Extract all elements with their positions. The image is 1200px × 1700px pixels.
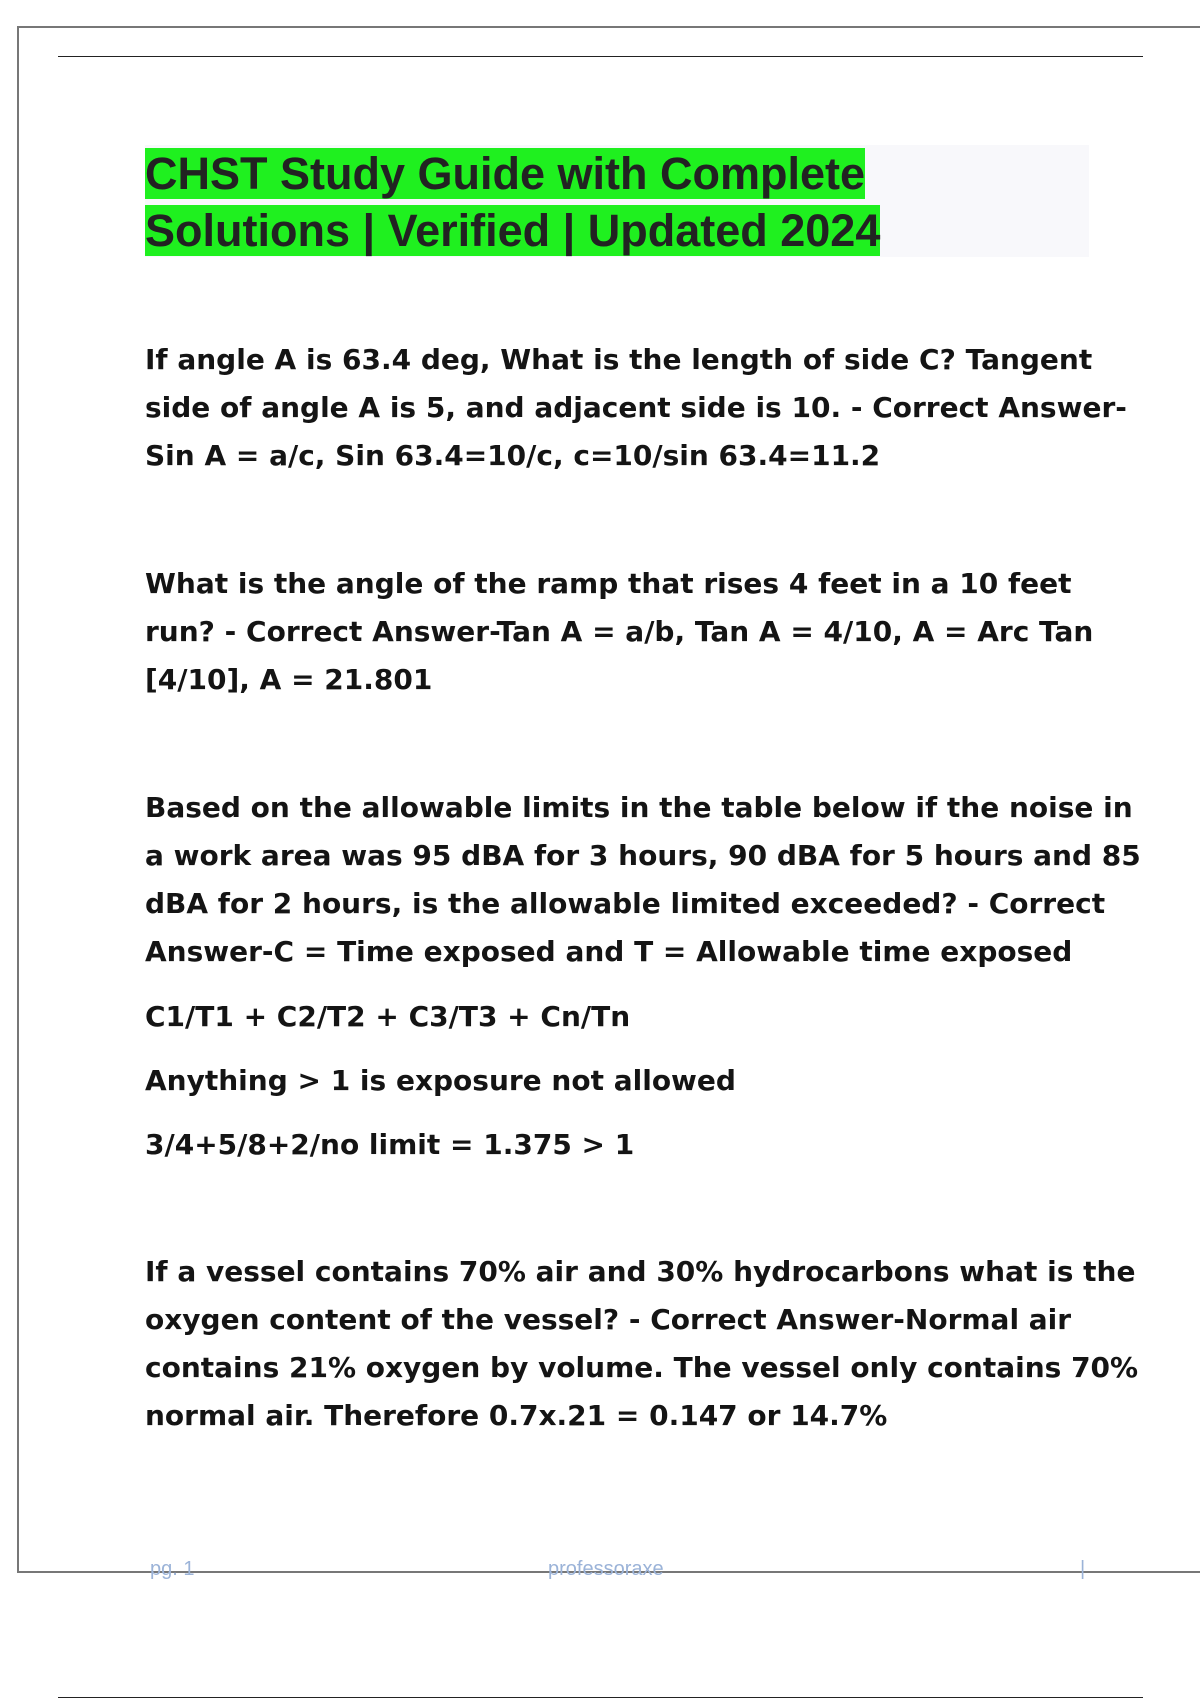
qa-4-line-1: If a vessel contains 70% air and 30% hydrocarbons what is the [145, 1255, 1136, 1288]
qa-2-line-1: What is the angle of the ramp that rises 4 feet in a 10 feet [145, 567, 1072, 600]
qa-3-line-1: Based on the allowable limits in the table below if the noise in [145, 791, 1133, 824]
qa-3-line-4: Answer-C = Time exposed and T = Allowable time exposed [145, 935, 1073, 968]
qa-item-1 [145, 336, 1127, 480]
qa-item-4 [145, 1248, 1138, 1440]
qa-3-line-3: dBA for 2 hours, is the allowable limited exceeded? - Correct [145, 887, 1106, 920]
document-title [145, 145, 1089, 259]
qa-3-rule: Anything > 1 is exposure not allowed [145, 1064, 736, 1097]
qa-3-calculation: 3/4+5/8+2/no limit = 1.375 > 1 [145, 1128, 635, 1161]
qa-2-line-2: run? - Correct Answer-Tan A = a/b, Tan A = 4/10, A = Arc Tan [145, 615, 1094, 648]
qa-item-2 [145, 560, 1093, 704]
bottom-rule [58, 1697, 1143, 1698]
title-line-1: CHST Study Guide with Complete [145, 148, 866, 199]
qa-1-line-2: side of angle A is 5, and adjacent side is 10. - Correct Answer- [145, 391, 1127, 424]
footer-marker: | [1080, 1558, 1086, 1580]
qa-4-line-4: normal air. Therefore 0.7x.21 = 0.147 or 14.7% [145, 1399, 888, 1432]
qa-3-formula: C1/T1 + C2/T2 + C3/T3 + Cn/Tn [145, 1000, 631, 1033]
qa-1-line-1: If angle A is 63.4 deg, What is the length of side C? Tangent [145, 343, 1093, 376]
qa-4-line-2: oxygen content of the vessel? - Correct Answer-Normal air [145, 1303, 1072, 1336]
qa-item-3 [145, 784, 1141, 976]
qa-4-line-3: contains 21% oxygen by volume. The vessel only contains 70% [145, 1351, 1139, 1384]
qa-2-line-3: [4/10], A = 21.801 [145, 663, 433, 696]
qa-1-line-3: Sin A = a/c, Sin 63.4=10/c, c=10/sin 63.4=11.2 [145, 439, 881, 472]
top-rule [58, 56, 1143, 57]
footer-page-number: pg. 1 [150, 1558, 195, 1580]
title-line-2: Solutions | Verified | Updated 2024 [145, 205, 881, 256]
qa-3-line-2: a work area was 95 dBA for 3 hours, 90 dBA for 5 hours and 85 [145, 839, 1141, 872]
footer-author: professoraxe [548, 1558, 664, 1580]
